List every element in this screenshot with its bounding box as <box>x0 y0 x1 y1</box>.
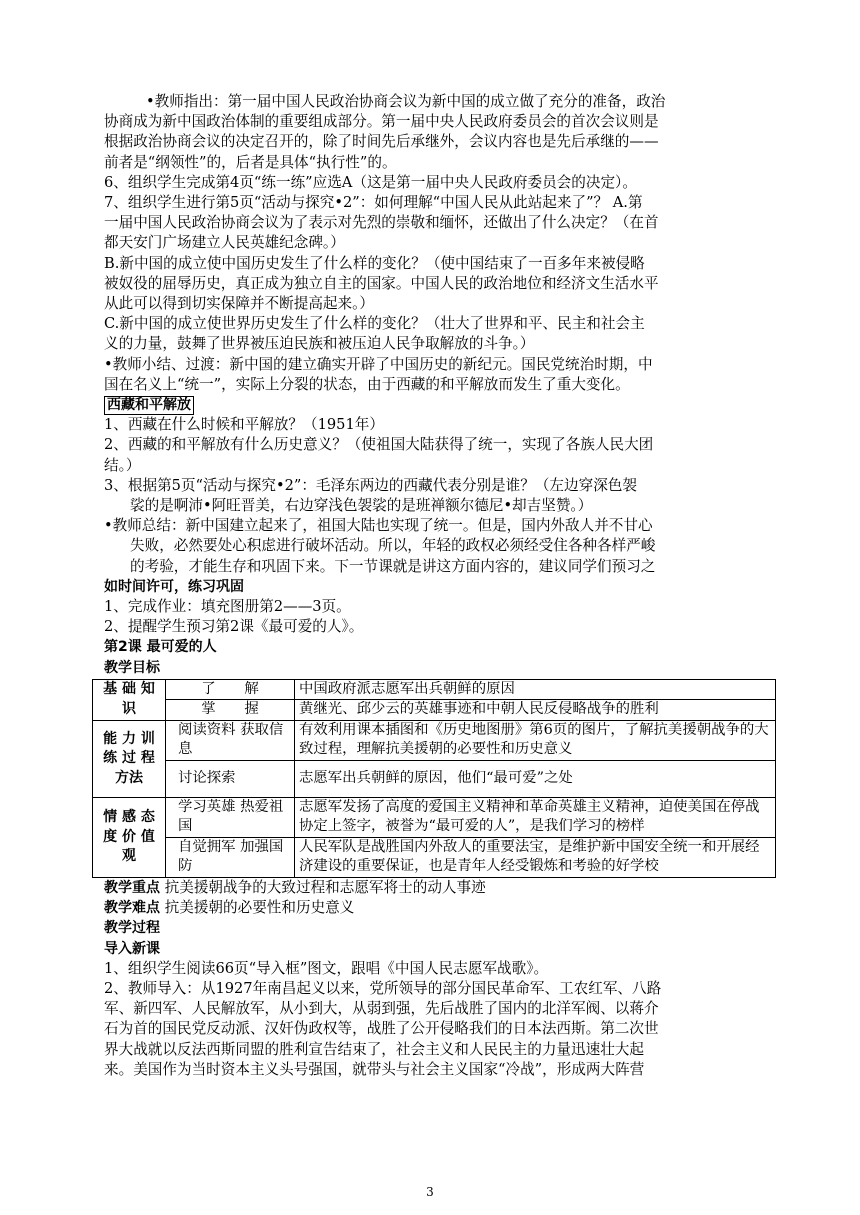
key-point-row <box>104 878 764 898</box>
text-line: 界大战就以反法西斯同盟的胜利宣告结束了，社会主义和人民民主的力量迅速壮大起 <box>104 1040 644 1058</box>
section-heading-tibet-row <box>104 395 764 415</box>
text-line: •教师总结：新中国建立起来了，祖国大陆也实现了统一。但是，国内外敌人并不甘心 <box>104 517 653 535</box>
text-line: 失败，必然要处心积虑进行破坏活动。所以，年轻的政权必须经受住各种各样严峻 <box>130 537 656 555</box>
sub-category-hero: 学习英雄 热爱祖国 <box>166 797 295 837</box>
goal-content: 黄继光、邱少云的英雄事迹和中朝人民反侵略战争的胜利 <box>295 700 776 721</box>
table-row <box>93 720 776 760</box>
table-row <box>93 797 776 837</box>
difficult-point-row <box>104 898 764 918</box>
paragraph-block-practice <box>104 597 764 637</box>
goals-heading: 教学目标 <box>104 659 160 676</box>
text-line: 来。美国作为当时资本主义头号强国，就带头与社会主义国家“冷战”，形成两大阵营 <box>104 1060 645 1078</box>
text-line: B.新中国的成立使中国历史发生了什么样的变化？（使中国结束了一百多年来被侵略 <box>104 254 645 272</box>
text-line: C.新中国的成立使世界历史发生了什么样的变化？（壮大了世界和平、民主和社会主 <box>104 315 645 333</box>
document-page <box>103 92 769 1080</box>
text-line: 协商成为新中国政治体制的重要组成部分。第一届中央人民政府委员会的首次会议则是 <box>104 113 659 131</box>
table-row <box>93 760 776 797</box>
table-row <box>93 700 776 721</box>
paragraph-block-intro <box>104 959 764 1080</box>
text-line: 石为首的国民党反动派、汉奸伪政权等，战胜了公开侵略我们的日本法西斯。第二次世 <box>104 1020 659 1038</box>
goal-content: 志愿军发扬了高度的爱国主义精神和革命英雄主义精神，迫使美国在停战协定上签字，被誉为“最可爱的人”，是我们学习的榜样 <box>295 797 776 837</box>
key-point-label: 教学重点 <box>104 879 160 896</box>
text-line: 都天安门广场建立人民英雄纪念碑。） <box>104 234 345 252</box>
table-row <box>93 679 776 700</box>
text-line: •教师指出：第一届中国人民政治协商会议为新中国的成立做了充分的准备，政治 <box>146 93 666 110</box>
category-ability: 能 力 训 练 过 程 方法 <box>93 720 166 797</box>
practice-heading: 如时间许可，练习巩固 <box>104 578 244 595</box>
category-emotion: 情 感 态 度 价 值 观 <box>93 797 166 877</box>
text-line: 裟的是啊沛•阿旺晋美，右边穿浅色袈裟的是班禅额尔德尼•却吉坚赞。） <box>130 497 593 515</box>
section-heading-tibet: 西藏和平解放 <box>104 396 194 415</box>
text-line: 1、组织学生阅读66页“导入框”图文，跟唱《中国人民志愿军战歌》。 <box>104 959 549 977</box>
key-point-text: 抗美援朝战争的大致过程和志愿军将士的动人事迹 <box>164 878 486 896</box>
paragraph-block-tibet <box>104 415 764 577</box>
sub-category-defense: 自觉拥军 加强国防 <box>166 837 295 877</box>
lesson-title: 第2课 最可爱的人 <box>104 639 217 656</box>
intro-heading: 导入新课 <box>104 940 160 957</box>
goal-content: 人民军队是战胜国内外敌人的重要法宝，是维护新中国安全统一和开展经济建设的重要保证，也是青年人经受锻炼和考验的好学校 <box>295 837 776 877</box>
text-line: 的考验，才能生存和巩固下来。下一节课就是讲这方面内容的，建议同学们预习之 <box>130 557 656 575</box>
text-line: 2、西藏的和平解放有什么历史意义？（使祖国大陆获得了统一，实现了各族人民大团 <box>104 436 654 454</box>
paragraph-block-founding <box>104 92 764 395</box>
sub-category-reading: 阅读资料 获取信息 <box>166 720 295 760</box>
text-line: 1、完成作业：填充图册第2——3页。 <box>104 598 351 616</box>
text-line: 前者是“纲领性”的，后者是具体“执行性”的。 <box>104 153 397 171</box>
table-row <box>93 837 776 877</box>
text-line: 根据政治协商会议的决定召开的，除了时间先后承继外，会议内容也是先后承继的—— <box>104 133 659 151</box>
page-number: 3 <box>426 1185 434 1199</box>
teaching-goals-table <box>92 679 776 878</box>
text-line: 6、组织学生完成第4页“练一练”应选A（这是第一届中央人民政府委员会的决定）。 <box>104 173 637 191</box>
text-line: •教师小结、过渡：新中国的建立确实开辟了中国历史的新纪元。国民党统治时期，中 <box>104 355 653 373</box>
text-line: 义的力量，鼓舞了世界被压迫民族和被压迫人民争取解放的斗争。） <box>104 335 535 353</box>
sub-category-understand: 了 解 <box>166 679 295 700</box>
text-line: 一届中国人民政治协商会议为了表示对先烈的崇敬和缅怀，还做出了什么决定？（在首 <box>104 214 659 232</box>
text-line: 军、新四军、人民解放军，从小到大，从弱到强，先后战胜了国内的北洋军阀、以蒋介 <box>104 1000 659 1018</box>
text-line: 7、组织学生进行第5页“活动与探究•2”：如何理解“中国人民从此站起来了”？ A.第 <box>104 194 643 212</box>
difficult-point-label: 教学难点 <box>104 900 160 917</box>
text-line: 1、西藏在什么时候和平解放？（1951年） <box>104 416 384 434</box>
text-line: 被奴役的屈辱历史，真正成为独立自主的国家。中国人民的政治地位和经济文生活水平 <box>104 274 659 292</box>
text-line: 2、教师导入：从1927年南昌起义以来，党所领导的部分国民革命军、工农红军、八路 <box>104 979 662 997</box>
text-line: 3、根据第5页“活动与探究•2”：毛泽东两边的西藏代表分别是谁？（左边穿深色袈 <box>104 476 637 494</box>
goal-content: 有效利用课本插图和《历史地图册》第6页的图片，了解抗美援朝战争的大致过程，理解抗美援朝的必要性和历史意义 <box>295 720 776 760</box>
text-line: 国在名义上“统一”，实际上分裂的状态，由于西藏的和平解放而发生了重大变化。 <box>104 375 630 393</box>
text-line: 2、提醒学生预习第2课《最可爱的人》。 <box>104 618 364 636</box>
sub-category-discussion: 讨论探索 <box>166 760 295 797</box>
difficult-point-text: 抗美援朝的必要性和历史意义 <box>164 899 355 917</box>
process-heading: 教学过程 <box>104 920 160 937</box>
goal-content: 志愿军出兵朝鲜的原因，他们“最可爱”之处 <box>295 760 776 797</box>
text-line: 结。） <box>104 456 141 474</box>
sub-category-master: 掌 握 <box>166 700 295 721</box>
category-knowledge: 基 础 知识 <box>93 679 166 720</box>
goal-content: 中国政府派志愿军出兵朝鲜的原因 <box>295 679 776 700</box>
text-line: 从此可以得到切实保障并不断提高起来。） <box>104 295 374 313</box>
